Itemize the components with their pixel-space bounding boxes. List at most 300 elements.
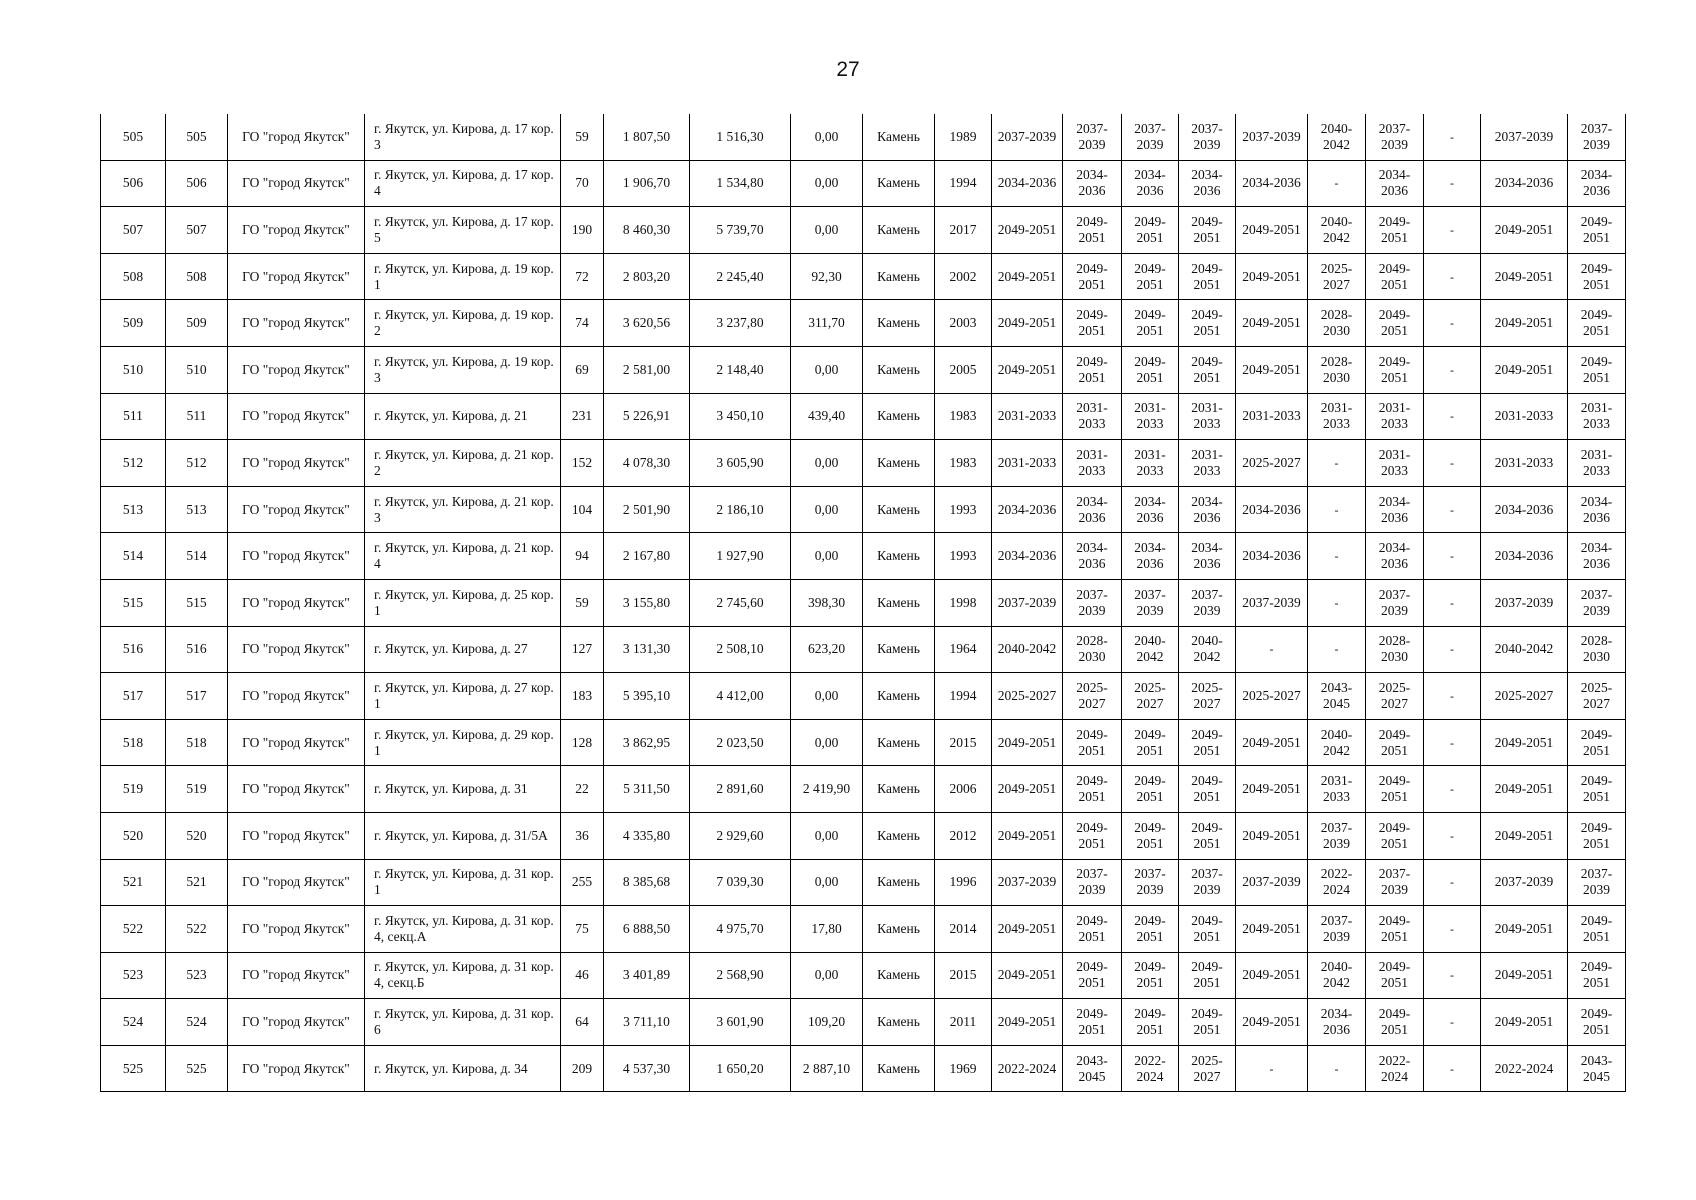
cell-period-9: 2049-2051 <box>1481 999 1568 1046</box>
cell-nonliving-area: 0,00 <box>791 952 863 999</box>
cell-period-7: 2037-2039 <box>1366 579 1424 626</box>
cell-year: 1989 <box>935 114 992 160</box>
cell-period-4: 2034-2036 <box>1179 160 1236 207</box>
cell-period-10: 2037-2039 <box>1568 114 1626 160</box>
cell-row-number: 509 <box>101 300 166 347</box>
cell-municipality: ГО "город Якутск" <box>228 579 365 626</box>
cell-municipality: ГО "город Якутск" <box>228 952 365 999</box>
cell-total-area: 3 711,10 <box>604 999 690 1046</box>
cell-nonliving-area: 439,40 <box>791 393 863 440</box>
cell-period-9: 2040-2042 <box>1481 626 1568 673</box>
cell-period-5: 2037-2039 <box>1236 859 1308 906</box>
cell-period-3: 2049-2051 <box>1122 766 1179 813</box>
cell-period-10: 2049-2051 <box>1568 952 1626 999</box>
cell-nonliving-area: 109,20 <box>791 999 863 1046</box>
cell-living-area: 2 245,40 <box>690 253 791 300</box>
cell-address: г. Якутск, ул. Кирова, д. 34 <box>365 1045 561 1092</box>
cell-address: г. Якутск, ул. Кирова, д. 29 кор. 1 <box>365 719 561 766</box>
cell-count: 72 <box>561 253 604 300</box>
cell-total-area: 4 537,30 <box>604 1045 690 1092</box>
cell-living-area: 4 412,00 <box>690 673 791 720</box>
cell-total-area: 3 155,80 <box>604 579 690 626</box>
cell-period-3: 2049-2051 <box>1122 719 1179 766</box>
cell-period-4: 2037-2039 <box>1179 859 1236 906</box>
cell-nonliving-area: 398,30 <box>791 579 863 626</box>
cell-period-4: 2025-2027 <box>1179 673 1236 720</box>
cell-wall-material: Камень <box>863 114 935 160</box>
cell-period-7: 2034-2036 <box>1366 486 1424 533</box>
cell-house-number: 513 <box>166 486 228 533</box>
cell-row-number: 506 <box>101 160 166 207</box>
cell-period-8: - <box>1424 626 1481 673</box>
cell-row-number: 511 <box>101 393 166 440</box>
cell-period-4: 2031-2033 <box>1179 440 1236 487</box>
cell-total-area: 2 581,00 <box>604 346 690 393</box>
cell-living-area: 2 148,40 <box>690 346 791 393</box>
cell-period-2: 2049-2051 <box>1063 812 1122 859</box>
cell-period-4: 2049-2051 <box>1179 300 1236 347</box>
cell-living-area: 2 023,50 <box>690 719 791 766</box>
cell-count: 75 <box>561 906 604 953</box>
table-row <box>101 673 1626 720</box>
cell-period-5: 2049-2051 <box>1236 300 1308 347</box>
cell-period-1: 2049-2051 <box>992 719 1063 766</box>
cell-row-number: 516 <box>101 626 166 673</box>
cell-row-number: 510 <box>101 346 166 393</box>
cell-municipality: ГО "город Якутск" <box>228 1045 365 1092</box>
cell-period-6: - <box>1308 626 1366 673</box>
cell-period-4: 2049-2051 <box>1179 207 1236 254</box>
cell-period-4: 2037-2039 <box>1179 579 1236 626</box>
cell-wall-material: Камень <box>863 533 935 580</box>
cell-year: 2005 <box>935 346 992 393</box>
cell-row-number: 517 <box>101 673 166 720</box>
cell-period-2: 2043-2045 <box>1063 1045 1122 1092</box>
cell-municipality: ГО "город Якутск" <box>228 812 365 859</box>
cell-house-number: 518 <box>166 719 228 766</box>
cell-period-3: 2034-2036 <box>1122 486 1179 533</box>
cell-address: г. Якутск, ул. Кирова, д. 19 кор. 1 <box>365 253 561 300</box>
cell-total-area: 5 311,50 <box>604 766 690 813</box>
cell-nonliving-area: 0,00 <box>791 673 863 720</box>
cell-wall-material: Камень <box>863 1045 935 1092</box>
cell-wall-material: Камень <box>863 346 935 393</box>
cell-count: 152 <box>561 440 604 487</box>
cell-period-4: 2034-2036 <box>1179 533 1236 580</box>
cell-period-10: 2049-2051 <box>1568 253 1626 300</box>
cell-period-2: 2025-2027 <box>1063 673 1122 720</box>
cell-period-10: 2049-2051 <box>1568 999 1626 1046</box>
cell-period-1: 2049-2051 <box>992 253 1063 300</box>
table-row <box>101 253 1626 300</box>
cell-period-1: 2031-2033 <box>992 440 1063 487</box>
cell-count: 127 <box>561 626 604 673</box>
cell-period-8: - <box>1424 719 1481 766</box>
cell-period-6: 2040-2042 <box>1308 114 1366 160</box>
cell-period-4: 2049-2051 <box>1179 253 1236 300</box>
cell-period-9: 2049-2051 <box>1481 253 1568 300</box>
cell-house-number: 507 <box>166 207 228 254</box>
cell-period-7: 2037-2039 <box>1366 114 1424 160</box>
cell-period-10: 2049-2051 <box>1568 207 1626 254</box>
cell-period-8: - <box>1424 859 1481 906</box>
cell-period-4: 2037-2039 <box>1179 114 1236 160</box>
cell-period-7: 2049-2051 <box>1366 999 1424 1046</box>
cell-living-area: 4 975,70 <box>690 906 791 953</box>
cell-period-6: - <box>1308 533 1366 580</box>
cell-period-1: 2034-2036 <box>992 160 1063 207</box>
cell-house-number: 512 <box>166 440 228 487</box>
cell-row-number: 514 <box>101 533 166 580</box>
cell-living-area: 1 516,30 <box>690 114 791 160</box>
cell-period-2: 2049-2051 <box>1063 207 1122 254</box>
cell-period-6: - <box>1308 1045 1366 1092</box>
cell-period-6: 2040-2042 <box>1308 952 1366 999</box>
cell-year: 1993 <box>935 533 992 580</box>
cell-period-9: 2049-2051 <box>1481 207 1568 254</box>
cell-wall-material: Камень <box>863 160 935 207</box>
cell-count: 70 <box>561 160 604 207</box>
cell-count: 209 <box>561 1045 604 1092</box>
cell-period-3: 2049-2051 <box>1122 812 1179 859</box>
cell-address: г. Якутск, ул. Кирова, д. 21 кор. 3 <box>365 486 561 533</box>
cell-nonliving-area: 92,30 <box>791 253 863 300</box>
cell-period-1: 2025-2027 <box>992 673 1063 720</box>
cell-count: 69 <box>561 346 604 393</box>
cell-total-area: 5 395,10 <box>604 673 690 720</box>
cell-period-8: - <box>1424 533 1481 580</box>
cell-period-1: 2034-2036 <box>992 533 1063 580</box>
cell-address: г. Якутск, ул. Кирова, д. 31 кор. 6 <box>365 999 561 1046</box>
cell-nonliving-area: 0,00 <box>791 486 863 533</box>
cell-total-area: 1 906,70 <box>604 160 690 207</box>
cell-period-4: 2049-2051 <box>1179 952 1236 999</box>
cell-nonliving-area: 2 419,90 <box>791 766 863 813</box>
cell-period-6: 2028-2030 <box>1308 300 1366 347</box>
cell-year: 2014 <box>935 906 992 953</box>
cell-period-4: 2049-2051 <box>1179 999 1236 1046</box>
cell-address: г. Якутск, ул. Кирова, д. 21 <box>365 393 561 440</box>
cell-period-2: 2034-2036 <box>1063 486 1122 533</box>
cell-living-area: 1 927,90 <box>690 533 791 580</box>
cell-period-7: 2037-2039 <box>1366 859 1424 906</box>
cell-nonliving-area: 17,80 <box>791 906 863 953</box>
cell-address: г. Якутск, ул. Кирова, д. 17 кор. 4 <box>365 160 561 207</box>
table-row <box>101 859 1626 906</box>
cell-wall-material: Камень <box>863 579 935 626</box>
cell-count: 104 <box>561 486 604 533</box>
cell-period-8: - <box>1424 346 1481 393</box>
cell-period-10: 2049-2051 <box>1568 346 1626 393</box>
cell-period-6: 2028-2030 <box>1308 346 1366 393</box>
cell-municipality: ГО "город Якутск" <box>228 906 365 953</box>
cell-nonliving-area: 623,20 <box>791 626 863 673</box>
cell-wall-material: Камень <box>863 253 935 300</box>
cell-period-5: 2037-2039 <box>1236 579 1308 626</box>
cell-period-4: 2034-2036 <box>1179 486 1236 533</box>
cell-period-1: 2022-2024 <box>992 1045 1063 1092</box>
cell-period-6: 2025-2027 <box>1308 253 1366 300</box>
cell-period-7: 2049-2051 <box>1366 300 1424 347</box>
buildings-table <box>100 114 1626 1092</box>
cell-period-1: 2037-2039 <box>992 579 1063 626</box>
cell-period-5: 2049-2051 <box>1236 766 1308 813</box>
cell-period-3: 2040-2042 <box>1122 626 1179 673</box>
cell-address: г. Якутск, ул. Кирова, д. 19 кор. 2 <box>365 300 561 347</box>
cell-period-3: 2049-2051 <box>1122 253 1179 300</box>
cell-municipality: ГО "город Якутск" <box>228 533 365 580</box>
cell-living-area: 3 450,10 <box>690 393 791 440</box>
cell-period-10: 2025-2027 <box>1568 673 1626 720</box>
cell-municipality: ГО "город Якутск" <box>228 207 365 254</box>
cell-period-2: 2037-2039 <box>1063 859 1122 906</box>
cell-period-5: 2049-2051 <box>1236 999 1308 1046</box>
cell-address: г. Якутск, ул. Кирова, д. 31 кор. 4, секц.Б <box>365 952 561 999</box>
cell-period-6: - <box>1308 440 1366 487</box>
cell-period-8: - <box>1424 160 1481 207</box>
cell-period-3: 2049-2051 <box>1122 300 1179 347</box>
cell-period-9: 2037-2039 <box>1481 579 1568 626</box>
cell-period-4: 2049-2051 <box>1179 906 1236 953</box>
cell-row-number: 512 <box>101 440 166 487</box>
cell-period-7: 2049-2051 <box>1366 719 1424 766</box>
cell-period-4: 2031-2033 <box>1179 393 1236 440</box>
cell-period-10: 2031-2033 <box>1568 393 1626 440</box>
cell-count: 59 <box>561 579 604 626</box>
cell-period-6: 2040-2042 <box>1308 207 1366 254</box>
cell-period-5: 2049-2051 <box>1236 952 1308 999</box>
cell-address: г. Якутск, ул. Кирова, д. 27 <box>365 626 561 673</box>
cell-address: г. Якутск, ул. Кирова, д. 31 кор. 4, секц.А <box>365 906 561 953</box>
cell-total-area: 4 335,80 <box>604 812 690 859</box>
cell-address: г. Якутск, ул. Кирова, д. 17 кор. 3 <box>365 114 561 160</box>
cell-period-5: 2049-2051 <box>1236 719 1308 766</box>
cell-period-5: 2049-2051 <box>1236 812 1308 859</box>
cell-house-number: 523 <box>166 952 228 999</box>
cell-year: 1994 <box>935 673 992 720</box>
cell-period-9: 2049-2051 <box>1481 906 1568 953</box>
cell-wall-material: Камень <box>863 300 935 347</box>
cell-period-3: 2022-2024 <box>1122 1045 1179 1092</box>
cell-year: 1998 <box>935 579 992 626</box>
cell-period-5: 2034-2036 <box>1236 160 1308 207</box>
cell-period-7: 2049-2051 <box>1366 253 1424 300</box>
cell-municipality: ГО "город Якутск" <box>228 626 365 673</box>
cell-period-6: - <box>1308 160 1366 207</box>
cell-period-5: 2031-2033 <box>1236 393 1308 440</box>
cell-period-1: 2037-2039 <box>992 859 1063 906</box>
cell-total-area: 5 226,91 <box>604 393 690 440</box>
cell-period-3: 2049-2051 <box>1122 999 1179 1046</box>
table-row <box>101 300 1626 347</box>
cell-wall-material: Камень <box>863 673 935 720</box>
cell-period-6: - <box>1308 579 1366 626</box>
cell-year: 2015 <box>935 952 992 999</box>
table-body <box>101 114 1626 1092</box>
cell-period-8: - <box>1424 393 1481 440</box>
cell-period-7: 2031-2033 <box>1366 440 1424 487</box>
cell-period-2: 2034-2036 <box>1063 533 1122 580</box>
table-row <box>101 579 1626 626</box>
cell-period-3: 2049-2051 <box>1122 952 1179 999</box>
cell-row-number: 507 <box>101 207 166 254</box>
cell-period-4: 2049-2051 <box>1179 719 1236 766</box>
cell-period-4: 2049-2051 <box>1179 812 1236 859</box>
cell-period-9: 2049-2051 <box>1481 719 1568 766</box>
cell-period-4: 2040-2042 <box>1179 626 1236 673</box>
cell-period-1: 2049-2051 <box>992 952 1063 999</box>
cell-period-10: 2034-2036 <box>1568 533 1626 580</box>
cell-municipality: ГО "город Якутск" <box>228 160 365 207</box>
cell-period-10: 2049-2051 <box>1568 719 1626 766</box>
cell-period-1: 2049-2051 <box>992 766 1063 813</box>
cell-living-area: 5 739,70 <box>690 207 791 254</box>
cell-period-3: 2049-2051 <box>1122 906 1179 953</box>
cell-period-8: - <box>1424 999 1481 1046</box>
cell-municipality: ГО "город Якутск" <box>228 346 365 393</box>
cell-period-2: 2049-2051 <box>1063 952 1122 999</box>
cell-year: 2003 <box>935 300 992 347</box>
cell-period-6: 2031-2033 <box>1308 393 1366 440</box>
cell-period-1: 2037-2039 <box>992 114 1063 160</box>
cell-period-5: 2025-2027 <box>1236 673 1308 720</box>
cell-period-9: 2034-2036 <box>1481 533 1568 580</box>
cell-period-6: 2037-2039 <box>1308 812 1366 859</box>
cell-period-5: 2025-2027 <box>1236 440 1308 487</box>
cell-period-6: 2022-2024 <box>1308 859 1366 906</box>
cell-period-10: 2049-2051 <box>1568 766 1626 813</box>
cell-nonliving-area: 0,00 <box>791 440 863 487</box>
cell-address: г. Якутск, ул. Кирова, д. 21 кор. 4 <box>365 533 561 580</box>
cell-total-area: 3 620,56 <box>604 300 690 347</box>
cell-total-area: 2 803,20 <box>604 253 690 300</box>
page-number: 27 <box>836 58 860 81</box>
cell-period-1: 2034-2036 <box>992 486 1063 533</box>
cell-living-area: 3 605,90 <box>690 440 791 487</box>
cell-house-number: 519 <box>166 766 228 813</box>
cell-period-5: 2049-2051 <box>1236 207 1308 254</box>
cell-period-8: - <box>1424 300 1481 347</box>
cell-period-9: 2049-2051 <box>1481 766 1568 813</box>
cell-row-number: 505 <box>101 114 166 160</box>
table-row <box>101 207 1626 254</box>
cell-living-area: 1 650,20 <box>690 1045 791 1092</box>
cell-wall-material: Камень <box>863 859 935 906</box>
cell-municipality: ГО "город Якутск" <box>228 673 365 720</box>
cell-year: 2017 <box>935 207 992 254</box>
cell-total-area: 8 460,30 <box>604 207 690 254</box>
cell-total-area: 3 862,95 <box>604 719 690 766</box>
cell-total-area: 2 167,80 <box>604 533 690 580</box>
cell-period-2: 2049-2051 <box>1063 719 1122 766</box>
cell-address: г. Якутск, ул. Кирова, д. 31 кор. 1 <box>365 859 561 906</box>
table-row <box>101 114 1626 160</box>
cell-total-area: 3 401,89 <box>604 952 690 999</box>
cell-row-number: 519 <box>101 766 166 813</box>
cell-address: г. Якутск, ул. Кирова, д. 31 <box>365 766 561 813</box>
cell-period-7: 2049-2051 <box>1366 346 1424 393</box>
cell-period-5: 2049-2051 <box>1236 906 1308 953</box>
cell-living-area: 7 039,30 <box>690 859 791 906</box>
cell-period-6: 2037-2039 <box>1308 906 1366 953</box>
cell-period-3: 2049-2051 <box>1122 346 1179 393</box>
cell-house-number: 509 <box>166 300 228 347</box>
cell-period-7: 2022-2024 <box>1366 1045 1424 1092</box>
cell-house-number: 505 <box>166 114 228 160</box>
cell-wall-material: Камень <box>863 999 935 1046</box>
cell-house-number: 517 <box>166 673 228 720</box>
cell-wall-material: Камень <box>863 906 935 953</box>
cell-period-7: 2049-2051 <box>1366 766 1424 813</box>
table-row <box>101 766 1626 813</box>
cell-period-1: 2049-2051 <box>992 906 1063 953</box>
table-row <box>101 626 1626 673</box>
table-row <box>101 999 1626 1046</box>
cell-period-9: 2049-2051 <box>1481 952 1568 999</box>
cell-address: г. Якутск, ул. Кирова, д. 21 кор. 2 <box>365 440 561 487</box>
cell-count: 231 <box>561 393 604 440</box>
cell-address: г. Якутск, ул. Кирова, д. 25 кор. 1 <box>365 579 561 626</box>
cell-count: 46 <box>561 952 604 999</box>
cell-living-area: 2 929,60 <box>690 812 791 859</box>
table-row <box>101 719 1626 766</box>
cell-nonliving-area: 0,00 <box>791 533 863 580</box>
cell-period-8: - <box>1424 114 1481 160</box>
cell-period-10: 2049-2051 <box>1568 812 1626 859</box>
cell-period-9: 2049-2051 <box>1481 346 1568 393</box>
cell-period-10: 2034-2036 <box>1568 160 1626 207</box>
cell-period-7: 2049-2051 <box>1366 207 1424 254</box>
cell-total-area: 4 078,30 <box>604 440 690 487</box>
cell-period-1: 2049-2051 <box>992 207 1063 254</box>
cell-period-10: 2028-2030 <box>1568 626 1626 673</box>
cell-period-6: 2043-2045 <box>1308 673 1366 720</box>
cell-period-9: 2037-2039 <box>1481 114 1568 160</box>
cell-period-7: 2034-2036 <box>1366 160 1424 207</box>
cell-nonliving-area: 0,00 <box>791 346 863 393</box>
cell-period-8: - <box>1424 207 1481 254</box>
cell-period-3: 2034-2036 <box>1122 160 1179 207</box>
cell-period-2: 2049-2051 <box>1063 906 1122 953</box>
cell-nonliving-area: 0,00 <box>791 859 863 906</box>
cell-row-number: 525 <box>101 1045 166 1092</box>
cell-wall-material: Камень <box>863 393 935 440</box>
cell-period-3: 2031-2033 <box>1122 393 1179 440</box>
cell-period-8: - <box>1424 486 1481 533</box>
cell-house-number: 515 <box>166 579 228 626</box>
cell-period-1: 2049-2051 <box>992 300 1063 347</box>
cell-living-area: 2 186,10 <box>690 486 791 533</box>
cell-period-2: 2049-2051 <box>1063 346 1122 393</box>
cell-row-number: 515 <box>101 579 166 626</box>
cell-period-5: - <box>1236 1045 1308 1092</box>
cell-municipality: ГО "город Якутск" <box>228 999 365 1046</box>
cell-period-2: 2031-2033 <box>1063 393 1122 440</box>
cell-period-1: 2049-2051 <box>992 812 1063 859</box>
cell-house-number: 524 <box>166 999 228 1046</box>
cell-period-5: 2049-2051 <box>1236 253 1308 300</box>
cell-period-10: 2049-2051 <box>1568 300 1626 347</box>
table-row <box>101 812 1626 859</box>
cell-total-area: 1 807,50 <box>604 114 690 160</box>
cell-house-number: 506 <box>166 160 228 207</box>
cell-period-10: 2049-2051 <box>1568 906 1626 953</box>
cell-row-number: 518 <box>101 719 166 766</box>
cell-municipality: ГО "город Якутск" <box>228 486 365 533</box>
cell-period-9: 2031-2033 <box>1481 440 1568 487</box>
cell-address: г. Якутск, ул. Кирова, д. 27 кор. 1 <box>365 673 561 720</box>
cell-year: 1994 <box>935 160 992 207</box>
